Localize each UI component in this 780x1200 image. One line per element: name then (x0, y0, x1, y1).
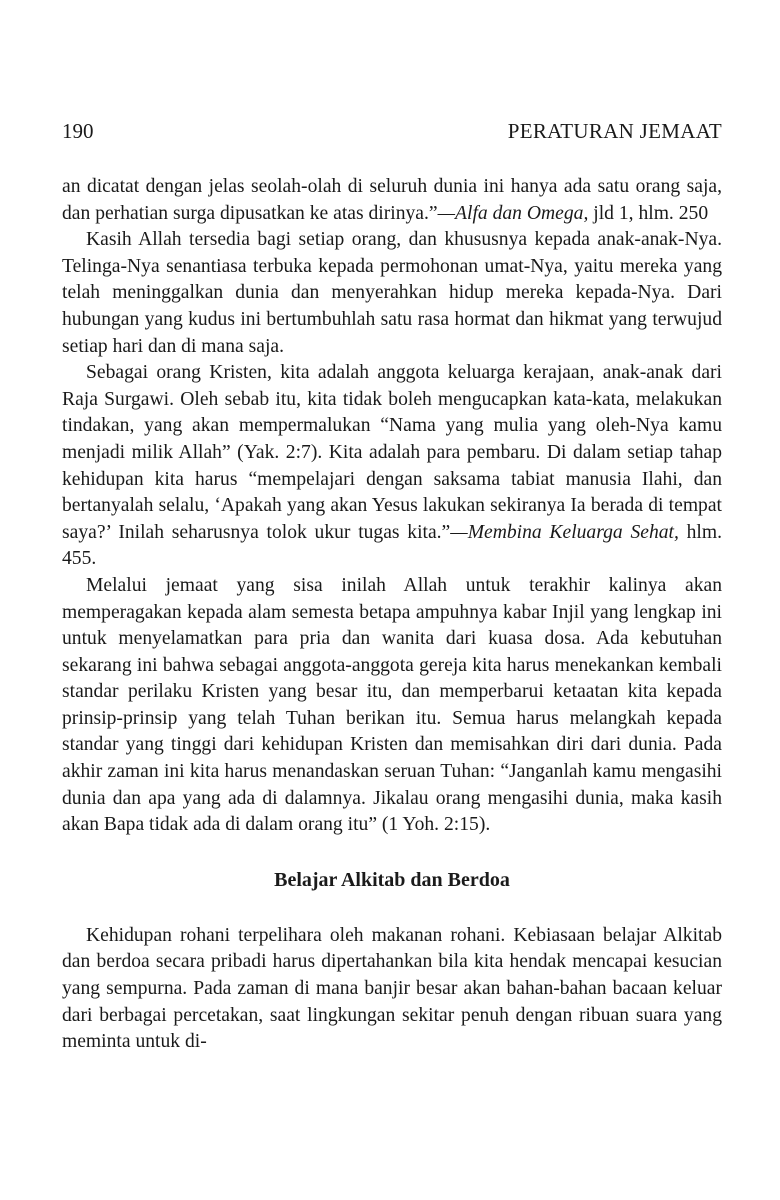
page-number: 190 (62, 119, 94, 143)
page-header (62, 116, 722, 146)
paragraph (62, 573, 722, 839)
paragraph-text: Kehidupan rohani terpelihara oleh makanan rohani. Kebiasaan belajar Alkitab dan berdoa secara pribadi harus dipertahankan bila kita hendak mencapai kesucian yang sempurna. Pada zaman di mana banjir besar akan bahan-bahan bacaan keluar dari berbagai percetakan, saat lingkungan sekitar penuh dengan ribuan suara yang meminta untuk di- (62, 924, 722, 1053)
book-page (62, 0, 722, 1200)
paragraph-text: Kasih Allah tersedia bagi setiap orang, dan khususnya kepada anak-anak-Nya. Telinga-Nya senantiasa terbuka kepada permohonan umat-Nya, yaitu mereka yang telah meninggalkan dunia dan menyerahkan hidup mereka kepada-Nya. Dari hubungan yang kudus ini bertumbuhlah satu rasa hormat dan hikmat yang terwujud setiap hari dan di mana saja. (62, 229, 722, 357)
section-heading: Belajar Alkitab dan Berdoa (274, 868, 510, 891)
paragraph-text: an dicatat dengan jelas seolah-olah di seluruh dunia ini hanya ada satu orang saja, dan perhatian surga dipusatkan ke atas dirinya.” (62, 176, 722, 224)
body-text (62, 174, 722, 1056)
source-citation-page: jld 1, hlm. 250 (588, 202, 709, 224)
paragraph (62, 227, 722, 360)
running-head: PERATURAN JEMAAT (507, 119, 722, 143)
source-citation-title: —Membina Keluarga Sehat, (450, 521, 679, 543)
paragraph-continuation (62, 174, 722, 227)
paragraph-text: Melalui jemaat yang sisa inilah Allah untuk terakhir kalinya akan memperagakan kepada alam semesta betapa ampuhnya kabar Injil yang lengkap ini untuk menyelamatkan para pria dan wanita dari kuasa dosa. Ada kebutuhan sekarang ini bahwa sebagai anggota-anggota gereja kita harus menekankan kembali standar perilaku Kristen yang besar itu, dan memperbarui ketaatan kita kepada prinsip-prinsip yang telah Tuhan berikan itu. Semua harus melangkah kepada standar yang tinggi dari kehidupan Kristen dan memisahkan diri dari dunia. Pada akhir zaman ini kita harus menandaskan seruan Tuhan: “Janganlah kamu mengasihi dunia dan apa yang ada di dalamnya. Jikalau orang mengasihi dunia, maka kasih akan Bapa tidak ada di dalam orang itu” (1 Yoh. 2:15). (62, 574, 722, 836)
paragraph (62, 360, 722, 573)
paragraph-text: Sebagai orang Kristen, kita adalah anggota keluarga kerajaan, anak-anak dari Raja Surgawi. Oleh sebab itu, kita tidak boleh mengucapkan kata-kata, melakukan tindakan, yang akan mempermalukan “Nama yang mulia yang oleh-Nya kamu menjadi milik Allah” (Yak. 2:7). Kita adalah para pembaru. Di dalam setiap tahap kehidupan kita harus “mempelajari dengan saksama tabiat manusia Ilahi, dan bertanyalah selalu, ‘Apakah yang akan Yesus lakukan sekiranya Ia berada di tempat saya?’ Inilah seharusnya tolok ukur tugas kita.” (62, 362, 722, 543)
paragraph (62, 923, 722, 1056)
source-citation-title: —Alfa dan Omega, (437, 202, 589, 224)
source-citation-page: hlm. 455. (62, 521, 723, 570)
